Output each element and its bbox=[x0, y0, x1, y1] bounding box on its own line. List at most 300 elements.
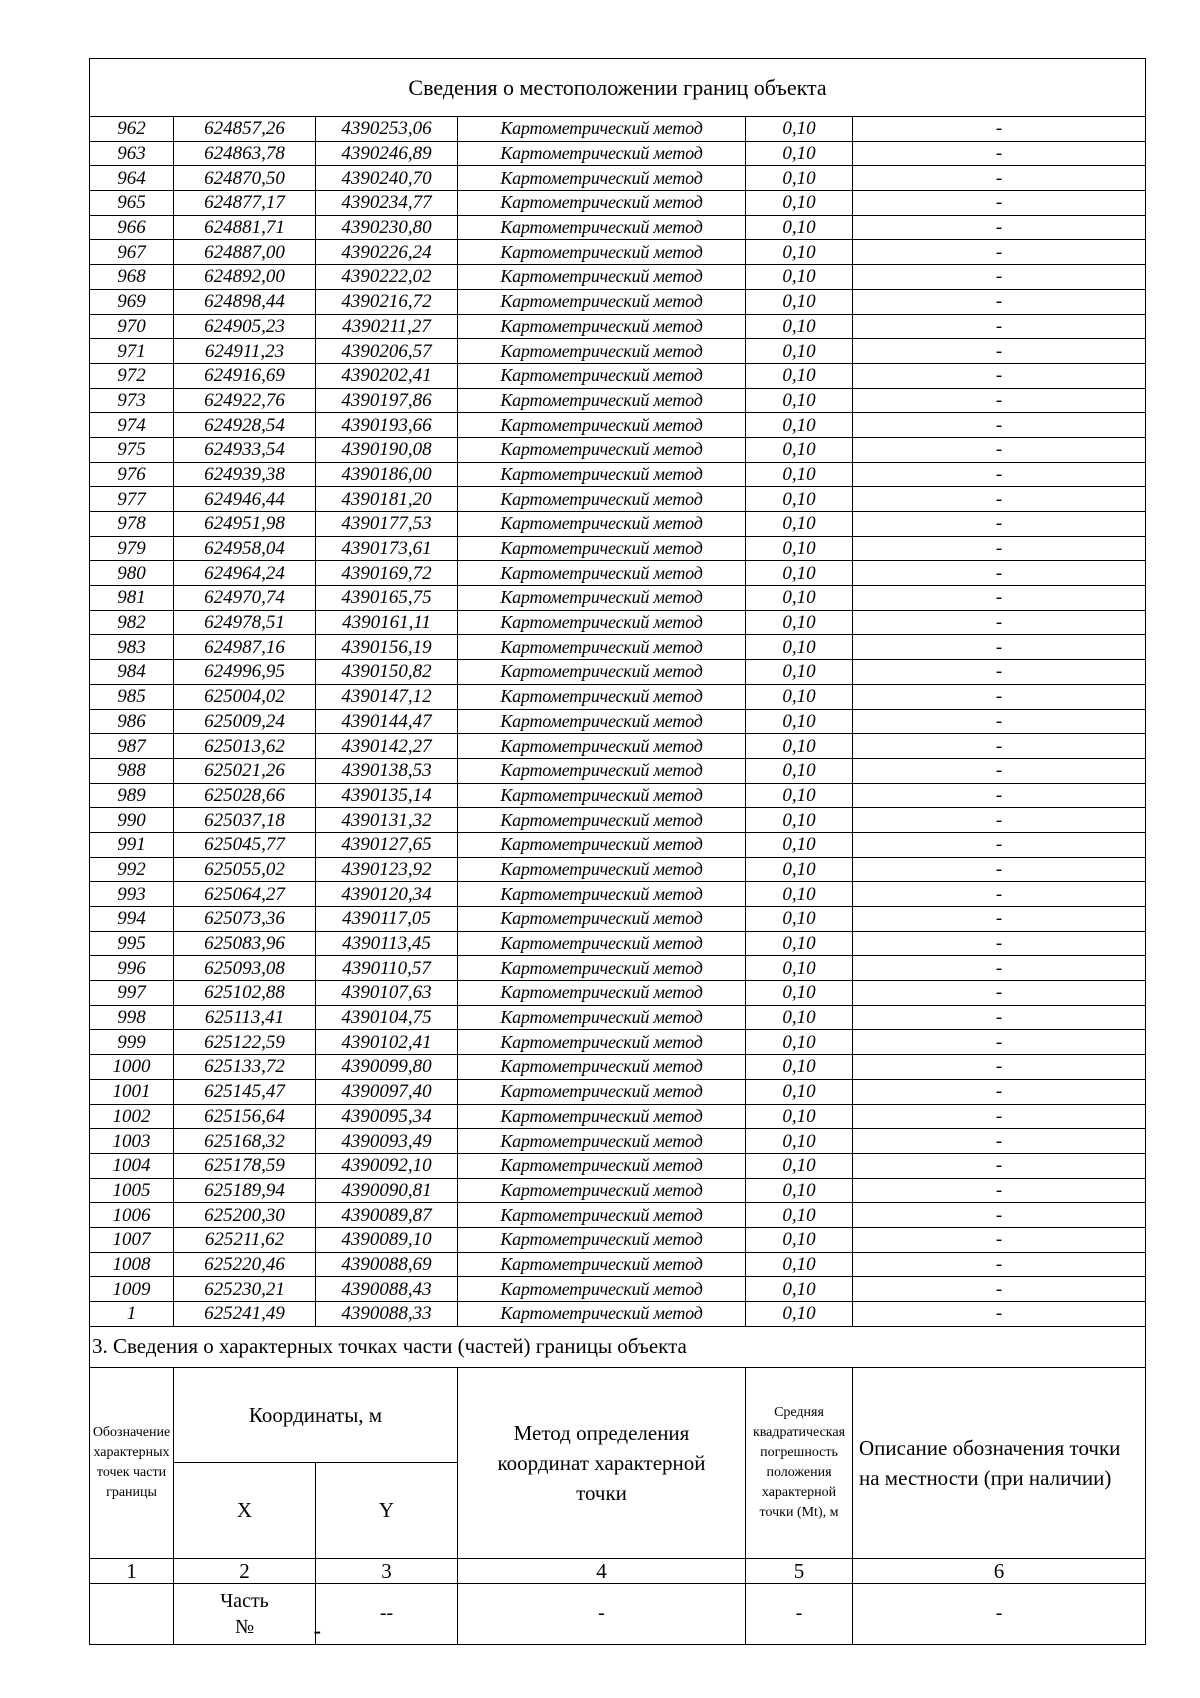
point-number: 999 bbox=[90, 1030, 174, 1055]
col-number: 2 bbox=[174, 1558, 316, 1583]
coord-y: 4390186,00 bbox=[316, 462, 458, 487]
method: Картометрический метод bbox=[458, 808, 746, 833]
description: - bbox=[853, 1055, 1146, 1080]
table-row bbox=[90, 635, 1146, 660]
coord-y: 4390173,61 bbox=[316, 536, 458, 561]
description: - bbox=[853, 660, 1146, 685]
point-number: 965 bbox=[90, 191, 174, 216]
mt-value: 0,10 bbox=[746, 1227, 853, 1252]
point-number: 963 bbox=[90, 141, 174, 166]
coord-y: 4390104,75 bbox=[316, 1005, 458, 1030]
table-row bbox=[90, 240, 1146, 265]
mt-value: 0,10 bbox=[746, 1203, 853, 1228]
mt-value: 0,10 bbox=[746, 931, 853, 956]
point-number: 967 bbox=[90, 240, 174, 265]
table-row bbox=[90, 660, 1146, 685]
mt-value: 0,10 bbox=[746, 339, 853, 364]
method: Картометрический метод bbox=[458, 1203, 746, 1228]
table-row bbox=[90, 832, 1146, 857]
method: Картометрический метод bbox=[458, 610, 746, 635]
point-number: 997 bbox=[90, 981, 174, 1006]
description: - bbox=[853, 536, 1146, 561]
coord-y: 4390165,75 bbox=[316, 586, 458, 611]
description: - bbox=[853, 1153, 1146, 1178]
coord-x: 625055,02 bbox=[174, 857, 316, 882]
description: - bbox=[853, 1104, 1146, 1129]
method: Картометрический метод bbox=[458, 536, 746, 561]
point-number: 1001 bbox=[90, 1079, 174, 1104]
description: - bbox=[853, 857, 1146, 882]
description: - bbox=[853, 981, 1146, 1006]
coord-y: 4390088,43 bbox=[316, 1277, 458, 1302]
coord-x: 624898,44 bbox=[174, 289, 316, 314]
description: - bbox=[853, 1178, 1146, 1203]
table-row bbox=[90, 388, 1146, 413]
coord-y: 4390088,69 bbox=[316, 1252, 458, 1277]
point-number: 987 bbox=[90, 734, 174, 759]
mt-value: 0,10 bbox=[746, 981, 853, 1006]
table-row bbox=[90, 265, 1146, 290]
coord-x: 625004,02 bbox=[174, 684, 316, 709]
method: Картометрический метод bbox=[458, 561, 746, 586]
section3-title: 3. Сведения о характерных точках части (частей) границы объекта bbox=[90, 1326, 1146, 1367]
point-number: 996 bbox=[90, 956, 174, 981]
coord-x: 624877,17 bbox=[174, 191, 316, 216]
point-number: 985 bbox=[90, 684, 174, 709]
point-number: 962 bbox=[90, 117, 174, 142]
mt-value: 0,10 bbox=[746, 684, 853, 709]
table-row bbox=[90, 215, 1146, 240]
coord-x: 625021,26 bbox=[174, 758, 316, 783]
method: Картометрический метод bbox=[458, 462, 746, 487]
description: - bbox=[853, 1203, 1146, 1228]
part-number-dash: - bbox=[313, 1617, 321, 1643]
description: - bbox=[853, 388, 1146, 413]
coord-y: 4390190,08 bbox=[316, 437, 458, 462]
part-y-cell: -- bbox=[316, 1583, 458, 1644]
mt-value: 0,10 bbox=[746, 1277, 853, 1302]
point-number: 990 bbox=[90, 808, 174, 833]
coord-x: 625122,59 bbox=[174, 1030, 316, 1055]
coord-x: 625145,47 bbox=[174, 1079, 316, 1104]
coord-x: 624939,38 bbox=[174, 462, 316, 487]
coord-x: 625093,08 bbox=[174, 956, 316, 981]
coord-x: 624887,00 bbox=[174, 240, 316, 265]
coord-y: 4390253,06 bbox=[316, 117, 458, 142]
point-number: 1 bbox=[90, 1302, 174, 1327]
mt-value: 0,10 bbox=[746, 610, 853, 635]
mt-value: 0,10 bbox=[746, 437, 853, 462]
coord-y: 4390222,02 bbox=[316, 265, 458, 290]
method: Картометрический метод bbox=[458, 907, 746, 932]
point-number: 1002 bbox=[90, 1104, 174, 1129]
section3-block bbox=[90, 1326, 1146, 1644]
method: Картометрический метод bbox=[458, 956, 746, 981]
table-row bbox=[90, 339, 1146, 364]
point-number: 1006 bbox=[90, 1203, 174, 1228]
coord-x: 624987,16 bbox=[174, 635, 316, 660]
table-row bbox=[90, 462, 1146, 487]
method: Картометрический метод bbox=[458, 339, 746, 364]
point-number: 988 bbox=[90, 758, 174, 783]
method: Картометрический метод bbox=[458, 1055, 746, 1080]
table-row bbox=[90, 857, 1146, 882]
method: Картометрический метод bbox=[458, 709, 746, 734]
point-number: 972 bbox=[90, 363, 174, 388]
part-designation-cell bbox=[90, 1583, 174, 1644]
table-row bbox=[90, 1302, 1146, 1327]
coord-x: 625230,21 bbox=[174, 1277, 316, 1302]
coord-y: 4390181,20 bbox=[316, 487, 458, 512]
mt-value: 0,10 bbox=[746, 388, 853, 413]
coord-x: 624911,23 bbox=[174, 339, 316, 364]
coord-x: 624863,78 bbox=[174, 141, 316, 166]
mt-value: 0,10 bbox=[746, 561, 853, 586]
description: - bbox=[853, 265, 1146, 290]
description: - bbox=[853, 191, 1146, 216]
method: Картометрический метод bbox=[458, 1227, 746, 1252]
point-number: 966 bbox=[90, 215, 174, 240]
coord-x: 625028,66 bbox=[174, 783, 316, 808]
table-row bbox=[90, 1227, 1146, 1252]
table-row bbox=[90, 363, 1146, 388]
col-number: 5 bbox=[746, 1558, 853, 1583]
mt-value: 0,10 bbox=[746, 709, 853, 734]
coord-y: 4390161,11 bbox=[316, 610, 458, 635]
description: - bbox=[853, 1030, 1146, 1055]
mt-value: 0,10 bbox=[746, 413, 853, 438]
point-number: 991 bbox=[90, 832, 174, 857]
coord-x: 625037,18 bbox=[174, 808, 316, 833]
description: - bbox=[853, 931, 1146, 956]
mt-value: 0,10 bbox=[746, 512, 853, 537]
method: Картометрический метод bbox=[458, 586, 746, 611]
point-number: 1003 bbox=[90, 1129, 174, 1154]
mt-value: 0,10 bbox=[746, 1055, 853, 1080]
coord-y: 4390193,66 bbox=[316, 413, 458, 438]
method: Картометрический метод bbox=[458, 1104, 746, 1129]
table-row bbox=[90, 413, 1146, 438]
coord-y: 4390150,82 bbox=[316, 660, 458, 685]
description: - bbox=[853, 1005, 1146, 1030]
method: Картометрический метод bbox=[458, 857, 746, 882]
method: Картометрический метод bbox=[458, 1277, 746, 1302]
point-number: 986 bbox=[90, 709, 174, 734]
part-label: Часть № bbox=[220, 1589, 269, 1638]
description: - bbox=[853, 882, 1146, 907]
point-number: 969 bbox=[90, 289, 174, 314]
col-number: 3 bbox=[316, 1558, 458, 1583]
coord-y: 4390156,19 bbox=[316, 635, 458, 660]
point-number: 1005 bbox=[90, 1178, 174, 1203]
method: Картометрический метод bbox=[458, 1129, 746, 1154]
mt-value: 0,10 bbox=[746, 117, 853, 142]
point-number: 974 bbox=[90, 413, 174, 438]
table-row bbox=[90, 1079, 1146, 1104]
coord-x: 624964,24 bbox=[174, 561, 316, 586]
mt-value: 0,10 bbox=[746, 240, 853, 265]
point-number: 978 bbox=[90, 512, 174, 537]
method: Картометрический метод bbox=[458, 413, 746, 438]
table-row bbox=[90, 1178, 1146, 1203]
method: Картометрический метод bbox=[458, 191, 746, 216]
description: - bbox=[853, 462, 1146, 487]
point-number: 1000 bbox=[90, 1055, 174, 1080]
mt-value: 0,10 bbox=[746, 857, 853, 882]
method: Картометрический метод bbox=[458, 215, 746, 240]
table-row bbox=[90, 981, 1146, 1006]
part-desc-cell: - bbox=[853, 1583, 1146, 1644]
description: - bbox=[853, 758, 1146, 783]
table-row bbox=[90, 289, 1146, 314]
table-row bbox=[90, 561, 1146, 586]
point-number: 1008 bbox=[90, 1252, 174, 1277]
mt-value: 0,10 bbox=[746, 808, 853, 833]
header-x: X bbox=[174, 1463, 316, 1559]
coord-y: 4390206,57 bbox=[316, 339, 458, 364]
header-designation: Обозначение характерных точек части границы bbox=[90, 1367, 174, 1558]
point-number: 982 bbox=[90, 610, 174, 635]
mt-value: 0,10 bbox=[746, 1178, 853, 1203]
method: Картометрический метод bbox=[458, 314, 746, 339]
description: - bbox=[853, 1252, 1146, 1277]
table-row bbox=[90, 512, 1146, 537]
description: - bbox=[853, 487, 1146, 512]
point-number: 980 bbox=[90, 561, 174, 586]
point-number: 993 bbox=[90, 882, 174, 907]
point-number: 1009 bbox=[90, 1277, 174, 1302]
table-row bbox=[90, 684, 1146, 709]
table-row bbox=[90, 783, 1146, 808]
point-number: 983 bbox=[90, 635, 174, 660]
description: - bbox=[853, 1227, 1146, 1252]
description: - bbox=[853, 832, 1146, 857]
mt-value: 0,10 bbox=[746, 1079, 853, 1104]
mt-value: 0,10 bbox=[746, 586, 853, 611]
table-row bbox=[90, 1153, 1146, 1178]
description: - bbox=[853, 734, 1146, 759]
point-number: 975 bbox=[90, 437, 174, 462]
mt-value: 0,10 bbox=[746, 832, 853, 857]
table-row bbox=[90, 191, 1146, 216]
table-row bbox=[90, 610, 1146, 635]
part-row bbox=[90, 1583, 1146, 1644]
table-row bbox=[90, 1277, 1146, 1302]
coord-y: 4390177,53 bbox=[316, 512, 458, 537]
coord-y: 4390202,41 bbox=[316, 363, 458, 388]
description: - bbox=[853, 808, 1146, 833]
mt-value: 0,10 bbox=[746, 289, 853, 314]
coord-y: 4390090,81 bbox=[316, 1178, 458, 1203]
coord-y: 4390216,72 bbox=[316, 289, 458, 314]
description: - bbox=[853, 1277, 1146, 1302]
coord-y: 4390120,34 bbox=[316, 882, 458, 907]
point-number: 1004 bbox=[90, 1153, 174, 1178]
table-row bbox=[90, 117, 1146, 142]
method: Картометрический метод bbox=[458, 289, 746, 314]
mt-value: 0,10 bbox=[746, 783, 853, 808]
table-row bbox=[90, 1055, 1146, 1080]
coord-x: 624978,51 bbox=[174, 610, 316, 635]
header-coords: Координаты, м bbox=[174, 1367, 458, 1463]
coord-y: 4390169,72 bbox=[316, 561, 458, 586]
mt-value: 0,10 bbox=[746, 462, 853, 487]
table-row bbox=[90, 166, 1146, 191]
coord-y: 4390117,05 bbox=[316, 907, 458, 932]
mt-value: 0,10 bbox=[746, 635, 853, 660]
coord-y: 4390246,89 bbox=[316, 141, 458, 166]
point-number: 984 bbox=[90, 660, 174, 685]
mt-value: 0,10 bbox=[746, 1252, 853, 1277]
coord-y: 4390226,24 bbox=[316, 240, 458, 265]
mt-value: 0,10 bbox=[746, 907, 853, 932]
part-mt-cell: - bbox=[746, 1583, 853, 1644]
table-row bbox=[90, 758, 1146, 783]
description: - bbox=[853, 956, 1146, 981]
header-method: Метод определения координат характерной точки bbox=[458, 1367, 746, 1558]
coord-y: 4390142,27 bbox=[316, 734, 458, 759]
point-number: 979 bbox=[90, 536, 174, 561]
method: Картометрический метод bbox=[458, 660, 746, 685]
table-row bbox=[90, 808, 1146, 833]
coord-x: 625133,72 bbox=[174, 1055, 316, 1080]
table-row bbox=[90, 1252, 1146, 1277]
method: Картометрический метод bbox=[458, 166, 746, 191]
coord-y: 4390113,45 bbox=[316, 931, 458, 956]
coord-y: 4390234,77 bbox=[316, 191, 458, 216]
coord-x: 625045,77 bbox=[174, 832, 316, 857]
description: - bbox=[853, 610, 1146, 635]
point-number: 976 bbox=[90, 462, 174, 487]
method: Картометрический метод bbox=[458, 265, 746, 290]
coord-y: 4390092,10 bbox=[316, 1153, 458, 1178]
method: Картометрический метод bbox=[458, 758, 746, 783]
point-number: 994 bbox=[90, 907, 174, 932]
description: - bbox=[853, 907, 1146, 932]
method: Картометрический метод bbox=[458, 1178, 746, 1203]
coord-y: 4390211,27 bbox=[316, 314, 458, 339]
mt-value: 0,10 bbox=[746, 1129, 853, 1154]
coord-y: 4390230,80 bbox=[316, 215, 458, 240]
description: - bbox=[853, 413, 1146, 438]
point-number: 971 bbox=[90, 339, 174, 364]
mt-value: 0,10 bbox=[746, 215, 853, 240]
method: Картометрический метод bbox=[458, 1030, 746, 1055]
description: - bbox=[853, 437, 1146, 462]
coord-x: 625189,94 bbox=[174, 1178, 316, 1203]
coord-y: 4390095,34 bbox=[316, 1104, 458, 1129]
description: - bbox=[853, 166, 1146, 191]
table-row bbox=[90, 487, 1146, 512]
method: Картометрический метод bbox=[458, 1005, 746, 1030]
table-title: Сведения о местоположении границ объекта bbox=[90, 59, 1146, 117]
method: Картометрический метод bbox=[458, 1302, 746, 1327]
method: Картометрический метод bbox=[458, 512, 746, 537]
description: - bbox=[853, 512, 1146, 537]
table-row bbox=[90, 882, 1146, 907]
coord-x: 625073,36 bbox=[174, 907, 316, 932]
point-number: 973 bbox=[90, 388, 174, 413]
coord-x: 624916,69 bbox=[174, 363, 316, 388]
method: Картометрический метод bbox=[458, 981, 746, 1006]
mt-value: 0,10 bbox=[746, 1153, 853, 1178]
method: Картометрический метод bbox=[458, 882, 746, 907]
mt-value: 0,10 bbox=[746, 487, 853, 512]
coord-x: 624946,44 bbox=[174, 487, 316, 512]
method: Картометрический метод bbox=[458, 734, 746, 759]
coord-x: 624933,54 bbox=[174, 437, 316, 462]
method: Картометрический метод bbox=[458, 931, 746, 956]
description: - bbox=[853, 1079, 1146, 1104]
coord-x: 625241,49 bbox=[174, 1302, 316, 1327]
mt-value: 0,10 bbox=[746, 141, 853, 166]
coord-y: 4390102,41 bbox=[316, 1030, 458, 1055]
coord-y: 4390147,12 bbox=[316, 684, 458, 709]
part-x-cell bbox=[174, 1583, 321, 1644]
table-row bbox=[90, 709, 1146, 734]
description: - bbox=[853, 314, 1146, 339]
coord-x: 625168,32 bbox=[174, 1129, 316, 1154]
method: Картометрический метод bbox=[458, 437, 746, 462]
coord-y: 4390197,86 bbox=[316, 388, 458, 413]
description: - bbox=[853, 709, 1146, 734]
table-row bbox=[90, 1030, 1146, 1055]
mt-value: 0,10 bbox=[746, 1030, 853, 1055]
method: Картометрический метод bbox=[458, 240, 746, 265]
coord-x: 625178,59 bbox=[174, 1153, 316, 1178]
coord-y: 4390089,10 bbox=[316, 1227, 458, 1252]
method: Картометрический метод bbox=[458, 832, 746, 857]
coord-x: 624905,23 bbox=[174, 314, 316, 339]
description: - bbox=[853, 783, 1146, 808]
mt-value: 0,10 bbox=[746, 166, 853, 191]
coord-y: 4390135,14 bbox=[316, 783, 458, 808]
method: Картометрический метод bbox=[458, 635, 746, 660]
mt-value: 0,10 bbox=[746, 314, 853, 339]
coord-x: 624857,26 bbox=[174, 117, 316, 142]
part-method-cell: - bbox=[458, 1583, 746, 1644]
coord-y: 4390088,33 bbox=[316, 1302, 458, 1327]
coord-x: 625220,46 bbox=[174, 1252, 316, 1277]
mt-value: 0,10 bbox=[746, 363, 853, 388]
point-number: 992 bbox=[90, 857, 174, 882]
coord-x: 624870,50 bbox=[174, 166, 316, 191]
coord-x: 625102,88 bbox=[174, 981, 316, 1006]
point-number: 964 bbox=[90, 166, 174, 191]
coord-x: 625156,64 bbox=[174, 1104, 316, 1129]
mt-value: 0,10 bbox=[746, 191, 853, 216]
coord-y: 4390144,47 bbox=[316, 709, 458, 734]
coord-y: 4390138,53 bbox=[316, 758, 458, 783]
method: Картометрический метод bbox=[458, 388, 746, 413]
method: Картометрический метод bbox=[458, 117, 746, 142]
coord-x: 625013,62 bbox=[174, 734, 316, 759]
method: Картометрический метод bbox=[458, 1252, 746, 1277]
coord-x: 625064,27 bbox=[174, 882, 316, 907]
table-row bbox=[90, 437, 1146, 462]
coord-y: 4390089,87 bbox=[316, 1203, 458, 1228]
mt-value: 0,10 bbox=[746, 660, 853, 685]
coord-y: 4390107,63 bbox=[316, 981, 458, 1006]
description: - bbox=[853, 635, 1146, 660]
mt-value: 0,10 bbox=[746, 536, 853, 561]
coord-x: 624958,04 bbox=[174, 536, 316, 561]
document-page bbox=[89, 58, 1145, 1645]
coord-x: 624996,95 bbox=[174, 660, 316, 685]
coord-x: 624922,76 bbox=[174, 388, 316, 413]
method: Картометрический метод bbox=[458, 1079, 746, 1104]
coord-x: 625083,96 bbox=[174, 931, 316, 956]
